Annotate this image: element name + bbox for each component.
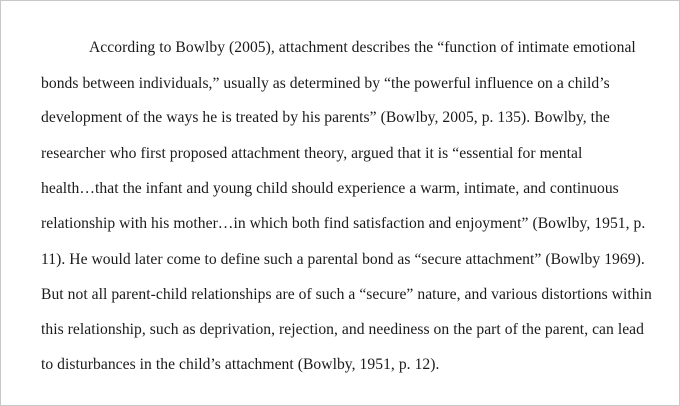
paragraph-line: development of the ways he is treated by his parents” (Bowlby, 2005, p. 135). Bowlby, the — [41, 109, 610, 126]
paragraph-line: relationship with his mother…in which both find satisfaction and enjoyment” (Bowlby, 1951, p. — [41, 215, 646, 232]
paragraph-line: this relationship, such as deprivation, rejection, and neediness on the part of the parent, can lead — [41, 321, 644, 338]
paragraph-line: bonds between individuals,” usually as determined by “the powerful influence on a child’s — [41, 75, 610, 92]
paragraph-line: 11). He would later come to define such a parental bond as “secure attachment” (Bowlby 1969). — [41, 251, 645, 268]
paragraph-line: But not all parent-child relationships are of such a “secure” nature, and various distortions within — [41, 286, 652, 303]
paragraph-line: researcher who first proposed attachment theory, argued that it is “essential for mental — [41, 145, 583, 162]
paragraph-line: health…that the infant and young child should experience a warm, intimate, and continuous — [41, 180, 619, 197]
paragraph-line: to disturbances in the child’s attachment (Bowlby, 1951, p. 12). — [41, 356, 440, 373]
paragraph-line: According to Bowlby (2005), attachment describes the “function of intimate emotional — [89, 39, 636, 56]
